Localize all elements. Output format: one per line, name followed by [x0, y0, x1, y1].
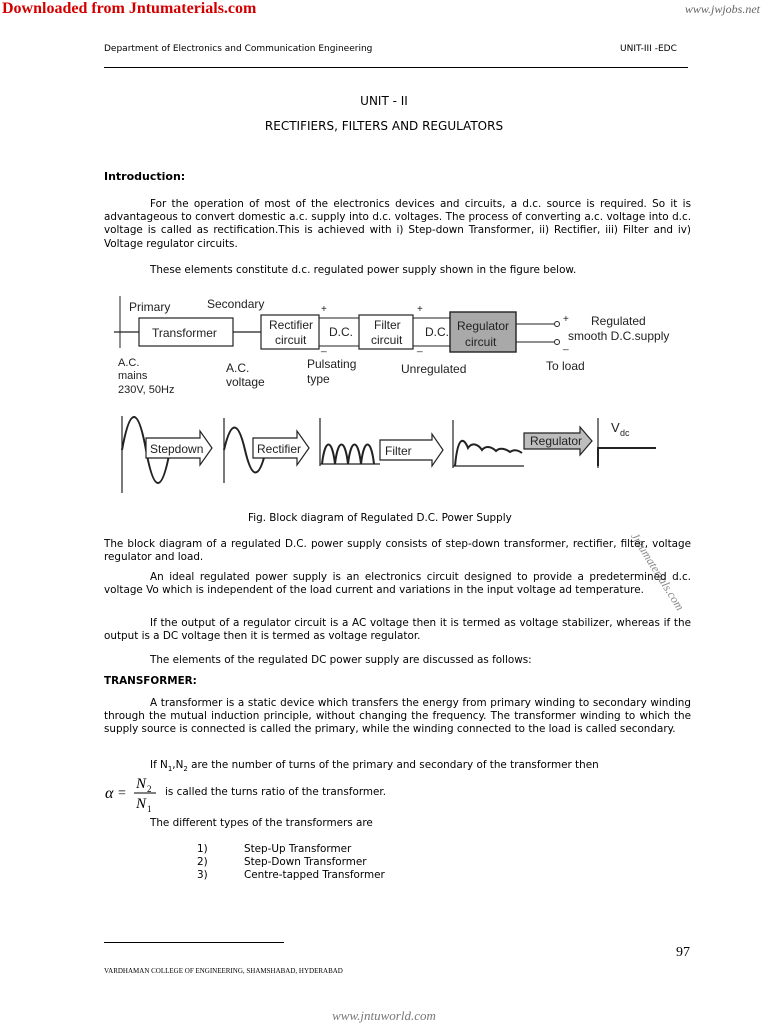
- formula-numerator: N: [136, 776, 147, 792]
- label-minus-3: _: [563, 340, 569, 351]
- label-ac-voltage-1: A.C.: [226, 361, 250, 375]
- intro-paragraph-1: For the operation of most of the electronics devices and circuits, a d.c. source is required. So it is advantageous to convert domestic a.c. supply into d.c. voltages. The process of converting a.c. voltage into d.c. voltage is called as rectification.This is achieved with i) Step-down Transformer, ii) Rectifier, iii) Filter and iv) Voltage regulator circuits.: [104, 198, 691, 250]
- list-item: [197, 843, 385, 856]
- list-item-label: Step-Down Transformer: [244, 856, 367, 869]
- body-paragraph-3: The block diagram of a regulated D.C. power supply consists of step-down transformer, rectifier, filter, voltage regulator and load.: [104, 538, 691, 564]
- label-dc-1: D.C.: [329, 325, 353, 339]
- introduction-heading: Introduction:: [104, 170, 186, 183]
- header-unit-ref: UNIT-III -EDC: [620, 44, 677, 54]
- turns-ratio-text: is called the turns ratio of the transformer.: [165, 786, 387, 798]
- footer-rule: [104, 942, 284, 943]
- output-terminal-minus: [555, 340, 560, 345]
- label-rectifier-1: Rectifier: [269, 318, 314, 332]
- list-item: [197, 856, 385, 869]
- label-filter-arrow: Filter: [385, 444, 412, 458]
- label-regulator-2: circuit: [465, 335, 497, 349]
- list-item-number: 2): [197, 856, 208, 869]
- body-paragraph-5: If the output of a regulator circuit is a AC voltage then it is termed as voltage stabilizer, whereas if the output is a DC voltage then it is termed as voltage regulator.: [104, 617, 691, 643]
- transformer-types-intro: The different types of the transformers are: [150, 817, 373, 829]
- label-to-load: To load: [546, 359, 585, 373]
- waveform-rectified: [322, 445, 374, 465]
- formula-alpha: α: [105, 785, 114, 802]
- label-primary: Primary: [129, 300, 171, 314]
- formula-equals: =: [118, 786, 126, 801]
- label-filter-2: circuit: [371, 333, 403, 347]
- page-number: 97: [676, 945, 690, 960]
- label-minus-2: _: [417, 342, 423, 353]
- list-item-number: 1): [197, 843, 208, 855]
- formula-denominator: N: [136, 796, 147, 812]
- label-regulator-arrow: Regulator: [530, 434, 583, 448]
- body-paragraph-6: The elements of the regulated DC power supply are discussed as follows:: [150, 654, 532, 666]
- label-minus-1: _: [321, 342, 327, 353]
- label-pulsating-2: type: [307, 372, 330, 386]
- header-rule: [104, 67, 688, 68]
- label-filter-1: Filter: [374, 318, 401, 332]
- label-plus-2: +: [417, 304, 423, 315]
- formula-denominator-sub: 1: [147, 804, 152, 813]
- list-item-label: Centre-tapped Transformer: [244, 869, 385, 882]
- label-dc-2: D.C.: [425, 325, 449, 339]
- watermark-bottom: www.jntuworld.com: [332, 1008, 436, 1023]
- label-rectifier-2: circuit: [275, 333, 307, 347]
- unit-title: UNIT - II: [360, 94, 408, 108]
- label-ac-mains-3: 230V, 50Hz: [118, 384, 175, 396]
- label-transformer: Transformer: [152, 326, 217, 340]
- body-paragraph-4: An ideal regulated power supply is an electronics circuit designed to provide a predetermined d.c. voltage Vo which is independent of the load current and variations in the input voltage ad temperature.: [104, 571, 691, 597]
- label-regulated-1: Regulated: [591, 314, 646, 328]
- waveform-filtered: [455, 441, 522, 466]
- label-ac-voltage-2: voltage: [226, 375, 265, 389]
- watermark-top-left: Downloaded from Jntumaterials.com: [2, 0, 257, 17]
- transformer-heading: TRANSFORMER:: [104, 675, 197, 687]
- label-stepdown: Stepdown: [150, 442, 204, 456]
- output-terminal-plus: [555, 322, 560, 327]
- label-rectifier-arrow: Rectifier: [257, 442, 302, 456]
- label-vdc-sub: dc: [620, 428, 630, 438]
- label-plus-3: +: [563, 314, 569, 325]
- turns-ratio-formula: [104, 773, 164, 813]
- formula-numerator-sub: 2: [147, 784, 152, 794]
- list-item: [197, 869, 385, 882]
- figure-caption: Fig. Block diagram of Regulated D.C. Power Supply: [248, 512, 512, 524]
- list-item-number: 3): [197, 869, 208, 882]
- label-regulated-2: smooth D.C.supply: [568, 329, 670, 343]
- label-ac-mains-2: mains: [118, 370, 148, 382]
- footer-college: VARDHAMAN COLLEGE OF ENGINEERING, SHAMSHABAD, HYDERABAD: [104, 967, 343, 975]
- transformer-paragraph-1: A transformer is a static device which transfers the energy from primary winding to secondary winding through the mutual induction principle, without changing the frequency. The transformer winding to which the supply source is connected is called the primary, while the winding connected to the load is called secondary.: [104, 697, 691, 736]
- intro-paragraph-2: These elements constitute d.c. regulated power supply shown in the figure below.: [150, 264, 577, 276]
- label-pulsating-1: Pulsating: [307, 357, 357, 371]
- label-ac-mains-1: A.C.: [118, 357, 140, 369]
- block-diagram-figure: [112, 288, 692, 506]
- watermark-top-right: www.jwjobs.net: [684, 2, 760, 16]
- label-regulator-1: Regulator: [457, 319, 510, 333]
- label-vdc: V: [611, 420, 620, 435]
- transformer-paragraph-2: If $N_1,N_2$ are the number of turns of the primary and secondary of the transformer then: [150, 759, 599, 774]
- list-item-label: Step-Up Transformer: [244, 843, 352, 855]
- label-secondary: Secondary: [207, 297, 265, 311]
- label-unregulated: Unregulated: [401, 362, 467, 376]
- waveform-regulated-dc: [598, 448, 656, 466]
- header-department: Department of Electronics and Communication Engineering: [104, 44, 373, 54]
- transformer-types-list: [197, 843, 385, 883]
- unit-subtitle: RECTIFIERS, FILTERS AND REGULATORS: [264, 119, 504, 133]
- watermark-diagonal-right: Jntumaterials.com: [628, 530, 688, 613]
- label-plus-1: +: [321, 304, 327, 315]
